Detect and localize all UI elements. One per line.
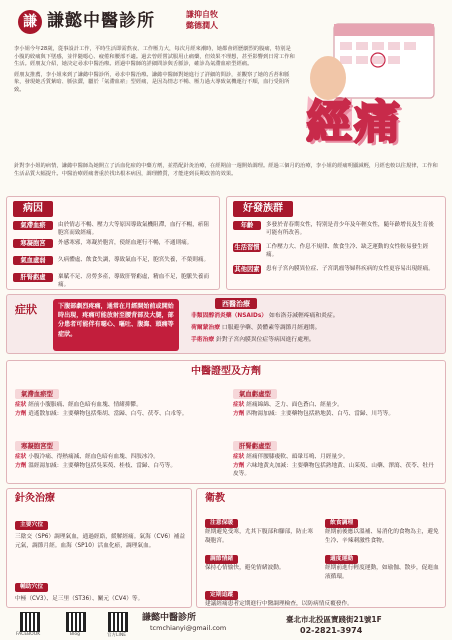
tcm-title: 中醫證型及方劑: [191, 366, 261, 377]
health-item: [325, 545, 439, 581]
western-value: 口服避孕藥、黃體素等調節月經週期。: [221, 325, 321, 331]
cause-row: [13, 273, 213, 289]
cause-text: 外感寒邪，寒凝於胞宮，使經血運行不暢，不通則痛。: [58, 240, 193, 246]
clinic-logo: 謙: [18, 10, 42, 34]
cause-title: 病因: [13, 201, 53, 217]
qr-label: 官方LINE: [107, 633, 127, 638]
crowd-title: 好發族群: [233, 201, 293, 217]
tcm-formula-text: 六味地黃丸加減：主要藥物包括熟地黃、山茱萸、山藥、澤瀉、茯苓、牡丹皮等。: [233, 462, 434, 478]
health-item-heading: 定期追蹤: [205, 591, 238, 600]
acupuncture-panel: [6, 488, 192, 608]
tcm-panel: [6, 360, 446, 484]
symptom-label: 症狀: [15, 402, 27, 408]
main-points-text: 三陰交（SP6）調理氣血，通過經絡，緩解經痛。氣海（CV6）補益元氣，調節月經。血海（SP10）活血化瘀，調理氣血。: [15, 534, 186, 549]
health-item-text: 經期前後應以溫補、易消化的食物為主，避免生冷、辛辣刺激性食物。: [325, 529, 439, 544]
western-value: 針對子宮內膜異位症等病因進行處理。: [216, 337, 315, 343]
tcm-symptom-text: 小腹冷痛、得熱痛減、經血色暗有血塊、四肢冰冷。: [28, 454, 159, 460]
blog-qr-code[interactable]: [66, 612, 86, 632]
symptom-label: 症狀: [233, 402, 245, 408]
tcm-box: [15, 381, 221, 418]
cause-text: 久病體虛、飲食失調，導致氣血不足，胞宮失養，不榮則痛。: [58, 257, 210, 263]
health-item-text: 建議經痛患者定期進行中醫調理檢查，以防病情反覆發作。: [205, 601, 353, 607]
symptom-text: 下腹部劇烈疼痛，通常在月經開始前或開始時出現，疼痛可能放射至腰背部及大腿，部分患者可能伴有噁心、嘔吐、腹瀉、頭痛等症狀。: [53, 299, 179, 351]
qr-label: Blog: [70, 632, 80, 637]
health-item-text: 經期避免受寒，尤其下腹部和腳部，防止寒凝胞宮。: [205, 529, 314, 544]
tcm-formula: [233, 462, 439, 479]
formula-label: 方劑: [233, 410, 245, 417]
acupuncture-aux: [15, 573, 185, 604]
cause-text: 稟賦不足、房勞多產，導致肝腎虧虛，精血不足，胞脈失養而痛。: [58, 274, 210, 289]
health-item-text: 保持心情愉快，避免情緒波動。: [205, 565, 285, 571]
tcm-symptom: [233, 401, 439, 410]
health-title: 衛教: [205, 493, 225, 504]
qr-label: FACEBOOK: [16, 632, 41, 637]
western-line: [191, 336, 315, 345]
health-item-text: 經期前進行輕度運動，如瑜伽、散步，促進血液循環。: [325, 565, 439, 580]
formula-label: 方劑: [15, 410, 27, 417]
tcm-formula: [15, 410, 221, 419]
acupuncture-title: 針灸治療: [15, 493, 55, 504]
crowd-text: 患有子宮內膜異位症、子宮肌瘤等婦科疾病的女性更容易出現經痛。: [266, 266, 434, 272]
tcm-box-heading: 寒凝胞宮型: [15, 441, 59, 451]
hero-title: 經痛: [306, 95, 402, 149]
footer-clinic-name: 謙懿中醫診所: [142, 613, 197, 623]
tcm-box: [233, 433, 439, 479]
crowd-text: 多發於青春期女性，特別是青少年及年輕女性，隨年齡增長及生育後可能有所改善。: [266, 222, 434, 237]
intro-paragraph-1: 李小姐今年28歲，從事設計工作，平時生活即需熬夜、工作壓力大，每次月經來潮時，她都會經歷劇烈的腹痛，特別是小腹的絞痛與下墜感，並伴隨噁心、疲倦和腰部不適。過去曾經嘗試服用止痛藥，但效果不理想，甚至影響到日常工作和生活。經朋友介紹，她決定尋求中醫治療。經過中醫師的詳細問診與舌脈診，確診為氣滯血瘀型經痛。: [14, 46, 295, 68]
tcm-box: [233, 381, 439, 418]
health-item: [205, 581, 439, 609]
cause-tag: 氣血虛弱: [13, 256, 53, 265]
tcm-box-heading: 氣滯血瘀型: [15, 389, 59, 399]
tcm-symptom: [15, 453, 221, 462]
cause-row: [13, 239, 213, 248]
intro-paragraph-2: 經朋友推薦，李小姐來到了謙懿中醫診所，尋求中醫治療。謙懿中醫師對她進行了詳細的問診，並觀察了她的舌苔和脈象，發現她舌質紫暗、脈弦澀，屬於「氣滯血瘀」型經痛，是因為情志不暢、壓力過大導致氣機運行不順，血行受阻所致。: [14, 71, 290, 93]
cause-row: [13, 256, 213, 265]
symptom-label: 症狀: [233, 454, 245, 460]
cause-text: 由於情志不暢、壓力大等原因導致氣機阻滯，血行不暢，瘀阻胞宮而致經痛。: [58, 222, 210, 237]
tcm-symptom-text: 經前小腹脹痛、經血色暗有血塊、情緒抑鬱。: [28, 402, 142, 408]
tcm-symptom: [15, 401, 221, 410]
tcm-box-heading: 肝腎虧虛型: [233, 441, 277, 451]
western-title: 西醫治療: [215, 298, 257, 309]
western-line: [191, 324, 320, 333]
intro-paragraph-3: 針對李小姐的病情，謙懿中醫師為她開立了活血化瘀的中藥方劑，並搭配針灸治療，在經期前一週開始調理。經過三個月的治療，李小姐的經痛明顯減輕，月經也較以往規律，工作和生活品質大幅提升。中醫治療經痛著重於找出根本病因，調理體質，才能達到長期改善的效果。: [14, 163, 438, 177]
footer-phone[interactable]: 02-2821-3974: [300, 626, 363, 635]
acupuncture-main: [15, 511, 185, 550]
aux-points-text: 中極（CV3）、足三里（ST36）、關元（CV4）等。: [15, 596, 144, 602]
health-item-heading: 飲食調理: [325, 519, 358, 528]
western-key: 荷爾蒙治療: [191, 325, 220, 331]
cause-tag: 寒凝胞宮: [13, 239, 53, 248]
cause-row: [13, 221, 213, 237]
tcm-formula: [233, 410, 439, 419]
facebook-qr-code[interactable]: [20, 612, 40, 632]
symptom-label: 症狀: [15, 454, 27, 460]
health-item-heading: 適度運動: [325, 555, 358, 564]
tcm-symptom-text: 經痛綿綿、乏力、面色蒼白、經量少。: [246, 402, 343, 408]
crowd-row: [233, 243, 439, 259]
crowd-tag: 生活習慣: [234, 244, 260, 251]
tcm-box: [15, 433, 221, 470]
health-item: [205, 509, 317, 545]
tcm-box-heading: 氣血虧虛型: [233, 389, 277, 399]
footer-address: 臺北市北投區寶踐街21號1F: [286, 615, 382, 624]
cause-panel: [6, 196, 220, 290]
crowd-text: 工作壓力大、作息不規律、飲食生冷、缺乏運動的女性較易發生經痛。: [266, 244, 429, 259]
tcm-symptom-text: 經痛伴腰膝痠軟、頭暈耳鳴、月經量少。: [246, 454, 349, 460]
main-points-label: 主要穴位: [15, 521, 48, 530]
tcm-formula-text: 逍遙散加減：主要藥物包括柴胡、當歸、白芍、茯苓、白朮等。: [28, 410, 188, 417]
cause-tag: 肝腎虧虛: [13, 273, 53, 282]
crowd-tag: 其他因素: [234, 266, 260, 273]
symptom-label: 症狀: [15, 303, 37, 316]
symptom-panel: [6, 294, 446, 354]
health-item: [325, 509, 439, 545]
tcm-formula-text: 四物湯加減：主要藥物包括熟地黃、白芍、當歸、川芎等。: [246, 410, 395, 417]
western-value: 如布洛芬減輕疼痛和炎症。: [268, 313, 339, 319]
formula-label: 方劑: [15, 462, 27, 469]
tcm-formula: [15, 462, 221, 471]
crowd-tag: 年齡: [233, 221, 261, 230]
line-qr-code[interactable]: [108, 612, 128, 632]
health-item-heading: 注意保暖: [205, 519, 238, 528]
tcm-formula-text: 溫經湯加減：主要藥物包括吳茱萸、桂枝、當歸、白芍等。: [28, 462, 177, 469]
formula-label: 方劑: [233, 462, 245, 469]
western-line: [191, 312, 339, 321]
health-item: [205, 545, 317, 573]
health-item-heading: 調節情緒: [205, 555, 238, 564]
footer-email[interactable]: tcmchianyi@gmail.com: [150, 624, 227, 632]
western-key: 手術治療: [191, 337, 215, 343]
western-key: 非類固醇消炎藥（NSAIDs）: [191, 313, 268, 319]
clinic-name: 謙懿中醫診所: [47, 11, 155, 31]
health-panel: [196, 488, 446, 608]
crowd-panel: [226, 196, 446, 290]
tcm-symptom: [233, 453, 439, 462]
aux-points-label: 輔助穴位: [15, 583, 48, 592]
intro-text: [14, 46, 296, 98]
crowd-row: [233, 265, 439, 274]
cause-tag: 氣滯血瘀: [13, 221, 53, 230]
clinic-slogan: 謙抑自牧 懿德潤人: [186, 9, 218, 30]
crowd-row: [233, 221, 439, 237]
